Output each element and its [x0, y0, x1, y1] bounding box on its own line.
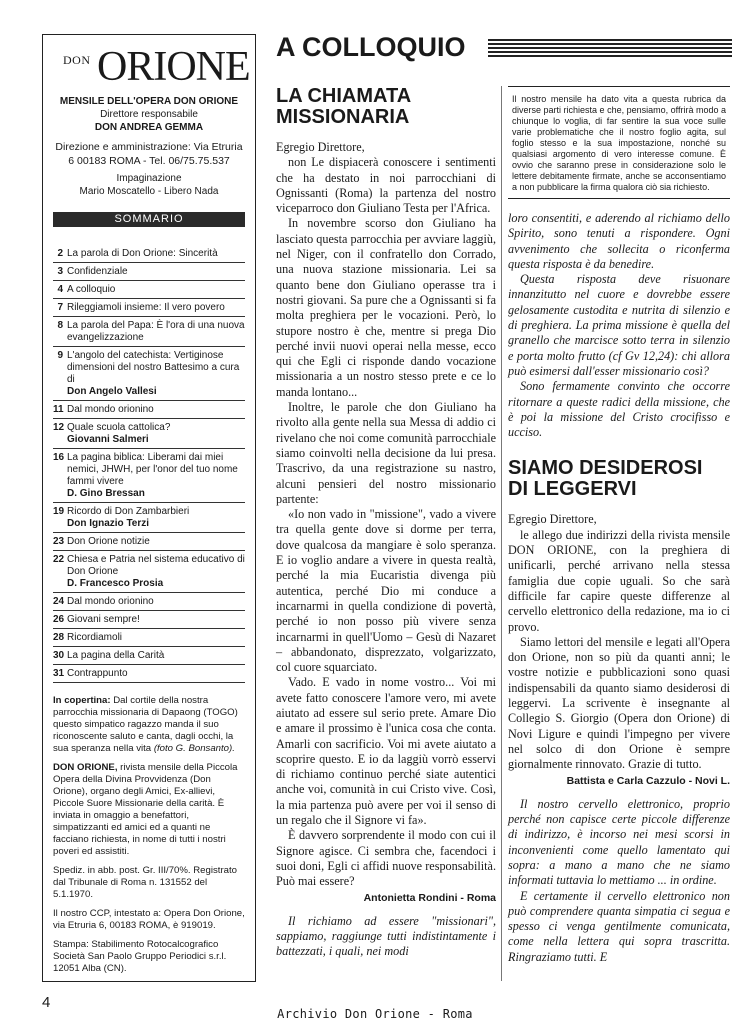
- director-label: Direttore responsabile: [100, 109, 198, 120]
- article1-paragraph: «Io non vado in "missione", vado a vivere tra quella gente dove si dorme per terra, dove qualcosa da mangiare è solo speranza. E io voglio andare a vivere in questa realtà, perché la mia Eucaristia divenga più autentica, perché Dio mi conduce a incarnarmi in quella condizione di povertà, perché io non posso più vivere senza incarnarmi in quell'Uomo – Gesù di Nazaret – abbandonato, disprezzato, volgarizzato, col cuore squarciato.: [276, 507, 496, 675]
- toc-page-number: 28: [53, 632, 65, 643]
- article1-salutation: Egregio Direttore,: [276, 140, 365, 154]
- article1-reply-continued: loro consentiti, e aderendo al richiamo dello Spirito, sono tenuti a rispondere. Ogni avvenimento che sollecita o riconferma questa risposta è da benedire.: [508, 211, 730, 271]
- header-rules: [488, 39, 732, 59]
- article2-paragraph: le allego due indirizzi della rivista mensile DON ORIONE, con la preghiera di unificarli, perché arrivano nella stessa famiglia due copie uguali. So che sarà difficile far capire queste differenze al cervello elettronico della redazione, ma io ci provo.: [508, 527, 730, 634]
- toc-page-number: 31: [53, 668, 65, 679]
- toc-author: Don Ignazio Terzi: [67, 518, 150, 529]
- toc-title: A colloquio: [67, 284, 116, 295]
- don-orione-logo: [53, 41, 250, 91]
- toc-title: Chiesa e Patria nel sistema educativo di Don Orione D. Francesco Prosia: [67, 554, 245, 589]
- toc-entry: [53, 419, 245, 449]
- column-divider: [501, 86, 502, 981]
- toc-entry: [53, 281, 245, 299]
- masthead-notes: [53, 695, 245, 975]
- toc-page-number: 4: [57, 284, 63, 295]
- toc-entry: [53, 449, 245, 503]
- logo-don: DON: [63, 53, 91, 67]
- director-name: DON ANDREA GEMMA: [94, 122, 204, 133]
- layout-label: Impaginazione: [116, 173, 182, 184]
- toc-title: Giovani sempre!: [67, 614, 140, 625]
- toc-author: Giovanni Salmeri: [67, 434, 149, 445]
- toc-page-number: 30: [53, 650, 65, 661]
- toc-entry: [53, 317, 245, 347]
- logo-orione: ORIONE: [97, 44, 250, 90]
- toc-page-number: 12: [53, 422, 65, 433]
- article1-paragraph: Inoltre, le parole che don Giuliano ha rivolto alla gente nella sua Messa di addio ci rivelano che noi come comunità parrocchiale siamo coinvolti nella decisione da lui presa. Trascrivo, da una registrazione su nastro, alcuni pensieri del nostro missionario partente:: [276, 400, 496, 506]
- toc-entry: [53, 611, 245, 629]
- article1-headline: LA CHIAMATA MISSIONARIA: [276, 85, 412, 128]
- masthead-address: Direzione e amministrazione: Via Etruria 6 00183 ROMA - Tel. 06/75.75.537: [55, 141, 243, 167]
- cover-caption: In copertina: Dal cortile della nostra parrocchia missionaria di Dapaong (TOGO) questo simpatico ragazzo manda il suo riconoscente saluto e canta, dagli occhi, la sua speranza nella vita (foto G. Bonsanto).: [53, 695, 238, 754]
- toc-title: Rileggiamoli insieme: Il vero povero: [67, 302, 225, 313]
- toc-title: L'angolo del catechista: Vertiginose dimensioni del nostro Battesimo a cura di Don Angelo Vallesi: [67, 350, 245, 398]
- toc-page-number: 22: [53, 554, 65, 565]
- toc-entry: [53, 665, 245, 683]
- article1-paragraph: non Le dispiacerà conoscere i sentimenti che ha destato in noi parrocchiani di Ognissanti (Roma) la partenza del nostro viceparroco don Giuliano Testa per l'Africa.: [276, 155, 496, 216]
- masthead-subtitle: MENSILE DELL'OPERA DON ORIONE: [59, 96, 239, 107]
- article2-salutation: Egregio Direttore,: [508, 512, 597, 527]
- toc-title: La parola di Don Orione: Sincerità: [67, 248, 218, 259]
- toc-title: Quale scuola cattolica? Giovanni Salmeri: [67, 422, 245, 446]
- toc-entry: [53, 629, 245, 647]
- toc-page-number: 16: [53, 452, 65, 463]
- toc-title: Dal mondo orionino: [67, 404, 154, 415]
- ccp-info: Il nostro CCP, intestato a: Opera Don Orione, via Etruria 6, 00183 ROMA, è 919019.: [53, 908, 245, 931]
- article2-headline: SIAMO DESIDEROSI DI LEGGERVI: [508, 457, 703, 501]
- archive-credit: Archivio Don Orione - Roma: [277, 1007, 473, 1021]
- article2-reply: Il nostro cervello elettronico, proprio perché non capisce certe piccole differenze di indirizzo, è incorso nei mesi scorsi in inconvenienti come quello lamentato qui sopra: a mano a mano che ne siamo informati tuttavia lo mettiamo ... in ordine.: [508, 796, 730, 888]
- toc-entry: [53, 263, 245, 281]
- toc-entry: [53, 347, 245, 401]
- article1-paragraph: In novembre scorso don Giuliano ha lasciato questa parrocchia per avviare laggiù, nel Niger, con il confratello don Corrado, una nuova stazione missionaria. Lei sa quanto bene don Giuliano operasse tra i nostri giovani. Sa pure che a Ognissanti si fa molta preghiera per le vocazioni. Però, lo stupore nostro è che, mentre si prega Dio perché invii nuovi operai nella messe, ecco qui che Egli ci risponde dando vocazione missionaria a un nostro stesso prete e ce lo manda lontano...: [276, 216, 496, 399]
- toc-title: La pagina della Carità: [67, 650, 165, 661]
- postal-info: Spediz. in abb. post. Gr. III/70%. Registrato dal Tribunale di Roma n. 131552 del 5.1.1970.: [53, 865, 237, 900]
- editor-note-box: Il nostro mensile ha dato vita a questa rubrica da diverse parti richiesta e che, pensiamo, offrirà modo a chiunque lo voglia, di far sentire la sua voce sulle varie problematiche che il nostro foglio agita, sul foglio stesso e la sua impostazione, nonché su qualsiasi argomento di vero interesse comune. È ovvio che saranno prese in considerazione solo le lettere debitamente firmate, anche se acconsentiamo a non pubblicare la firma qualora ciò sia richiesto.: [508, 86, 730, 199]
- toc-entry: [53, 533, 245, 551]
- toc-title: Contrappunto: [67, 668, 128, 679]
- toc-page-number: 3: [57, 266, 63, 277]
- article1-reply: Il richiamo ad essere "missionari", sappiamo, raggiunge tutti indistintamente i battezzati, i quali, nei modi: [276, 913, 496, 959]
- toc-entry: [53, 401, 245, 419]
- toc-page-number: 9: [57, 350, 63, 361]
- toc-page-number: 7: [57, 302, 63, 313]
- sommario-heading: SOMMARIO: [53, 212, 245, 227]
- toc-title: Don Orione notizie: [67, 536, 150, 547]
- toc-page-number: 19: [53, 506, 65, 517]
- toc-page-number: 23: [53, 536, 65, 547]
- toc-author: Don Angelo Vallesi: [67, 386, 157, 397]
- toc-title: La parola del Papa: È l'ora di una nuova evangelizzazione: [67, 320, 245, 343]
- toc-entry: [53, 299, 245, 317]
- toc-title: Ricordiamoli: [67, 632, 123, 643]
- article2-signature: Battista e Carla Cazzulo - Novi L.: [566, 774, 730, 787]
- toc-entry: [53, 245, 245, 263]
- toc-entry: [53, 551, 245, 593]
- toc-title: La pagina biblica: Liberami dai miei nemici, JHWH, per l'onor del tuo nome fammi vivere D. Gino Bressan: [67, 452, 245, 500]
- toc-author: D. Gino Bressan: [67, 488, 145, 499]
- article1-reply: Questa risposta deve risuonare innanzitutto nel cuore e dovrebbe essere gelosamente custodita e nutrita di silenzio e di preghiera. La prima missione è quella del granello che marcisce sotto terra in silenzio e porta molto frutto (cf Gv 12,24): chi allora può esimersi dall'esser missionario così?: [508, 272, 730, 378]
- toc-page-number: 2: [57, 248, 63, 259]
- toc-entry: [53, 647, 245, 665]
- magazine-info: DON ORIONE, rivista mensile della Piccola Opera della Divina Provvidenza (Don Orione), organo degli Amici, Ex-allievi, Piccole Suore Missionarie della carità. È inviata in omaggio a benefattori, simpatizzanti ed amici ed a quanti ne facciano richiesta, in nome di tutti i nostri poveri ed assistiti.: [53, 762, 238, 857]
- article1-paragraph: Vado. E vado in nome vostro... Voi mi avete fatto conoscere l'amore vero, mi avete aiutato ad essere sul serio prete. Amare Dio e amare il prossimo è l'unica cosa che conta. Amarli con sacrificio. Voi mi avete aiutato a scoprire questo. E io da laggiù vorrò esservi di richiamo continuo perché siate autentici anche voi, comunità in cui Cristo vive. Così, la mia partenza può avere per voi il senso di un regalo che il Signore vi fa».: [276, 675, 496, 828]
- article2-reply: E certamente il cervello elettronico non può comprendere quanta simpatia ci segua e spesso ci venga gentilmente comunicata, come nella lettera qui sopra trascritta. Ringraziamo tutti. E: [508, 888, 730, 964]
- layout-names: Mario Moscatello - Libero Nada: [79, 186, 219, 197]
- masthead-box: [42, 34, 256, 982]
- article2-paragraph: Siamo lettori del mensile e legati all'Opera don Orione, non so più da quanti anni; le vostre notizie e pubblicazioni sono quasi indispensabili da quanto siamo desiderosi di leggervi. La scrivente è insegnante al Collegio S. Giorgio (Opera don Orione) di Novi Ligure e quindi l'impegno per vivere nel solco di don Orione è sempre giornalmente rinnovato. Grazie di tutto.: [508, 634, 730, 772]
- article-chiamata-missionaria: [276, 86, 496, 960]
- page-number: 4: [42, 994, 51, 1011]
- section-header: [276, 32, 730, 62]
- print-info: Stampa: Stabilimento Rotocalcografico Società San Paolo Gruppo Periodici s.r.l. 12051 Alba (CN).: [53, 939, 227, 974]
- toc-entry: [53, 503, 245, 533]
- toc-page-number: 8: [57, 320, 63, 331]
- section-title: A COLLOQUIO: [276, 32, 466, 62]
- article1-paragraph: È davvero sorprendente il modo con cui il Signore agisce. Ci sembra che, facendoci i suoi doni, Egli ci affidi nuove responsabilità. Può mai essere?: [276, 828, 496, 889]
- right-column: [508, 86, 730, 965]
- toc-author: D. Francesco Prosia: [67, 578, 164, 589]
- toc-page-number: 26: [53, 614, 65, 625]
- toc-title: Ricordo di Don Zambarbieri Don Ignazio Terzi: [67, 506, 245, 530]
- article1-reply: Sono fermamente convinto che occorre ritornare a queste radici della missione, che è poi la missione del Cristo crocifisso e ucciso.: [508, 379, 730, 440]
- article1-signature: Antonietta Rondini - Roma: [363, 891, 496, 904]
- toc-title: Dal mondo orionino: [67, 596, 154, 607]
- toc-page-number: 24: [53, 596, 65, 607]
- toc-title: Confidenziale: [67, 266, 128, 277]
- toc-entry: [53, 593, 245, 611]
- toc-page-number: 11: [53, 404, 64, 415]
- table-of-contents: [53, 245, 245, 683]
